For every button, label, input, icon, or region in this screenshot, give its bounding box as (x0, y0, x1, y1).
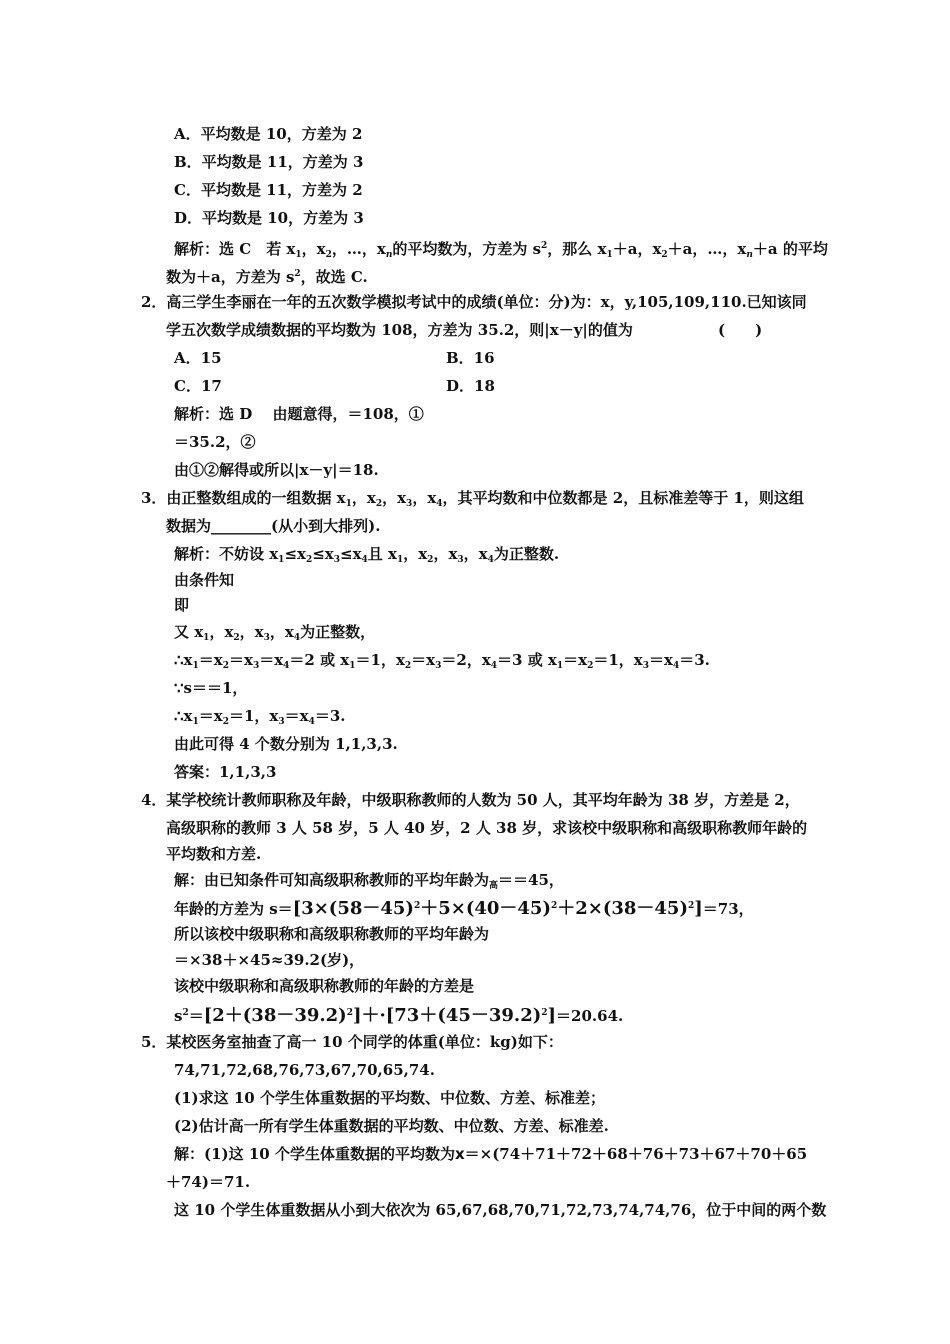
q3-stem-line1: 3．由正整数组成的一组数据 $x_1$，$x_2$，$x_3$，$x_4$，其平均数和中位数都是 2，且标准差等于 1，则这组 (141, 489, 804, 509)
q2-option-b: B．16 (446, 349, 495, 367)
q1-analysis-line2: 数为＋a，方差为 $s^2$，故选 C. (166, 268, 368, 286)
q5-part2: (2)估计高一所有学生体重数据的平均数、中位数、方差、标准差. (174, 1117, 609, 1135)
q3-analysis-line1: 解析：不妨设 $x_1\le x_2\le x_3\le x_4$且 $x_1$，$x_2$，$x_3$，$x_4$为正整数. (174, 545, 560, 565)
q1-option-b: B．平均数是 11，方差为 3 (174, 153, 364, 171)
q3-analysis-line6: ∵s＝＝1， (174, 679, 248, 697)
q5-data: 74,71,72,68,76,73,67,70,65,74. (174, 1061, 435, 1079)
q3-analysis-line7: $\therefore x_1=x_2=1$，$x_3=x_4=3$. (174, 707, 346, 727)
q1-analysis-line1: 解析：选 C 若 $x_1$，$x_2$，…，$x_n$的平均数为，方差为 $s^2$，那么 $x_1+a$，$x_2+a$，…，$x_n+a$ 的平均 (174, 240, 828, 260)
q2-stem-line2: 学五次数学成绩数据的平均数为 108，方差为 35.2，则|x－y|的值为 (166, 321, 633, 339)
q1-option-c: C．平均数是 11，方差为 2 (174, 181, 363, 199)
q3-answer: 答案：1,1,3,3 (174, 763, 277, 781)
q1-option-a: A．平均数是 10，方差为 2 (174, 125, 363, 143)
q2-option-a: A．15 (174, 349, 222, 367)
q5-solution-line2: ＋74)＝71. (166, 1173, 251, 1191)
q4-solution-line3: 所以该校中级职称和高级职称教师的平均年龄为 (174, 925, 490, 943)
q4-solution-line5: 该校中级职称和高级职称教师的年龄的方差是 (174, 977, 475, 995)
q3-analysis-line8: 由此可得 4 个数分别为 1,1,3,3. (174, 735, 398, 753)
q3-stem-line2: 数据为________(从小到大排列). (166, 517, 381, 535)
q4-stem-line3: 平均数和方差. (166, 845, 262, 863)
q4-stem-line1: 4．某学校统计教师职称及年龄，中级职称教师的人数为 50 人，其平均年龄为 38 岁，方差是 2， (141, 791, 800, 809)
q3-analysis-line3: 即 (174, 596, 190, 614)
q2-answer-paren: ( ) (718, 321, 763, 339)
q5-part1: (1)求这 10 个学生体重数据的平均数、中位数、方差、标准差； (174, 1089, 605, 1107)
q2-option-c: C．17 (174, 377, 222, 395)
q2-analysis-line3: 由①②解得或所以|x－y|＝18. (174, 461, 379, 479)
q2-stem-line1: 2．高三学生李丽在一年的五次数学模拟考试中的成绩(单位：分)为：x，y,105,109,110.已知该同 (141, 293, 807, 311)
q2-analysis-line1: 解析：选 D 由题意得，＝108，① (174, 405, 424, 423)
q4-solution-line6: $s^2=[2+(38-39.2)^2]+\cdot[73+(45-39.2)^2]=20.64$. (174, 1005, 624, 1026)
q5-solution-line1: 解：(1)这 10 个学生体重数据的平均数为x＝×(74＋71＋72＋68＋76＋73＋67＋70＋65 (174, 1145, 808, 1163)
q5-stem-line1: 5．某校医务室抽查了高一 10 个同学的体重(单位：kg)如下： (141, 1033, 563, 1051)
q1-option-d: D．平均数是 10，方差为 3 (174, 209, 364, 227)
q4-stem-line2: 高级职称的教师 3 人 58 岁，5 人 40 岁，2 人 38 岁，求该校中级职称和高级职称教师年龄的 (166, 819, 808, 837)
q4-solution-line1: 解：由已知条件可知高级职称教师的平均年龄为$_高$＝＝45， (174, 871, 564, 891)
q3-analysis-line2: 由条件知 (174, 571, 235, 589)
q3-analysis-line4: 又 $x_1$，$x_2$，$x_3$，$x_4$为正整数， (174, 623, 376, 643)
q5-solution-line3: 这 10 个学生体重数据从小到大依次为 65,67,68,70,71,72,73,74,74,76，位于中间的两个数 (174, 1201, 827, 1219)
q2-analysis-line2: ＝35.2，② (174, 433, 256, 451)
q3-analysis-line5: $\therefore x_1=x_2=x_3=x_4=2$ 或 $x_1=1$，$x_2=x_3=2$，$x_4=3$ 或 $x_1=x_2=1$，$x_3=x_4=3$. (174, 651, 710, 671)
q4-solution-line4: ＝×38＋×45≈39.2(岁)， (174, 951, 365, 969)
q2-option-d: D．18 (446, 377, 495, 395)
q4-solution-line2: 年龄的方差为 $s=[3\times(58-45)^2+5\times(40-45)^2+2\times(38-45)^2]=73$， (174, 898, 754, 919)
